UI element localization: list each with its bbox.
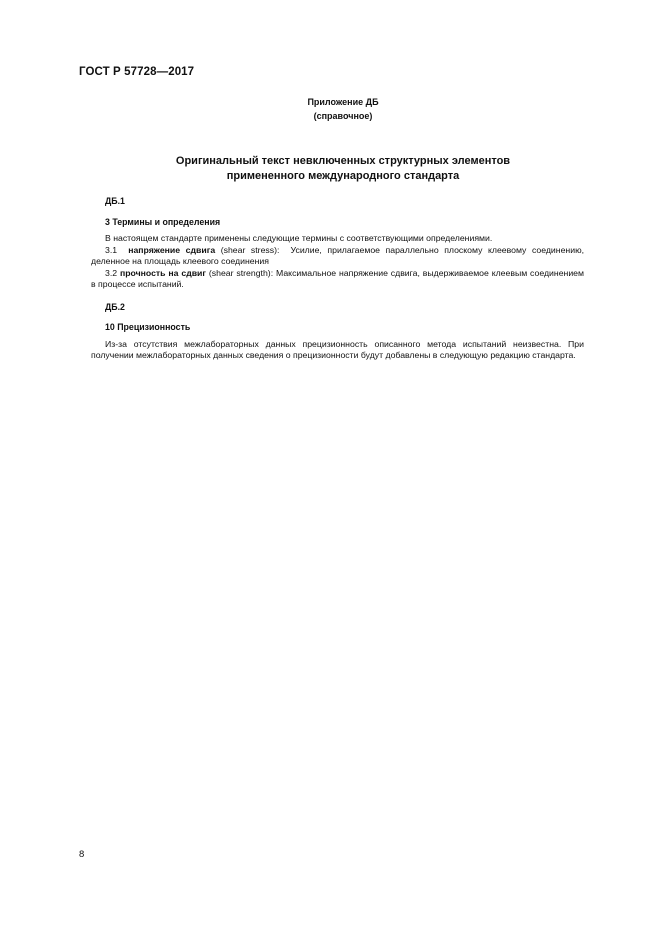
term-3-1-name: напряжение сдвига: [128, 244, 216, 255]
annex-title-line1: Оригинальный текст невключенных структурных элементов: [175, 155, 511, 167]
term-3-2-name: прочность на сдвиг: [119, 267, 207, 278]
term-3-1-definition: Усилие, прилагаемое параллельно плоскому клеевому соединению, деленное на площадь клеевого соединения: [91, 244, 584, 266]
section-db1-label: ДБ.1: [105, 196, 125, 206]
term-3-1-english: (shear stress):: [220, 244, 280, 255]
page-number: 8: [79, 849, 85, 860]
annex-body: [91, 196, 584, 362]
term-3-2-definition: Максимальное напряжение сдвига, выдерживаемое клеевым соединением в процессе испытаний.: [91, 267, 584, 289]
annex-title: [0, 154, 661, 184]
precision-paragraph: Из-за отсутствия межлабораторных данных прецизионность описанного метода испытаний неизвестна. При получении межлабораторных данных сведения о прецизионности будут добавлены в следующую редакцию стандарта.: [91, 338, 584, 360]
term-3-1: [91, 245, 584, 268]
term-3-2: [91, 268, 584, 291]
annex-label-block: [0, 95, 661, 123]
term-3-2-number: 3.2: [105, 267, 118, 278]
annex-label: Приложение ДБ: [307, 97, 379, 107]
section-db2-label: ДБ.2: [105, 301, 125, 312]
section-db1-heading: 3 Термины и определения: [105, 216, 221, 227]
term-3-2-english: (shear strength):: [208, 267, 274, 278]
document-header: ГОСТ Р 57728—2017: [79, 66, 195, 78]
terms-intro-paragraph: В настоящем стандарте применены следующие термины с соответствующими определениями.: [105, 233, 493, 243]
term-3-1-number: 3.1: [105, 244, 118, 255]
section-db2-heading: 10 Прецизионность: [105, 322, 191, 332]
annex-title-line2: примененного международного стандарта: [226, 170, 460, 182]
annex-type: (справочное): [313, 111, 373, 121]
